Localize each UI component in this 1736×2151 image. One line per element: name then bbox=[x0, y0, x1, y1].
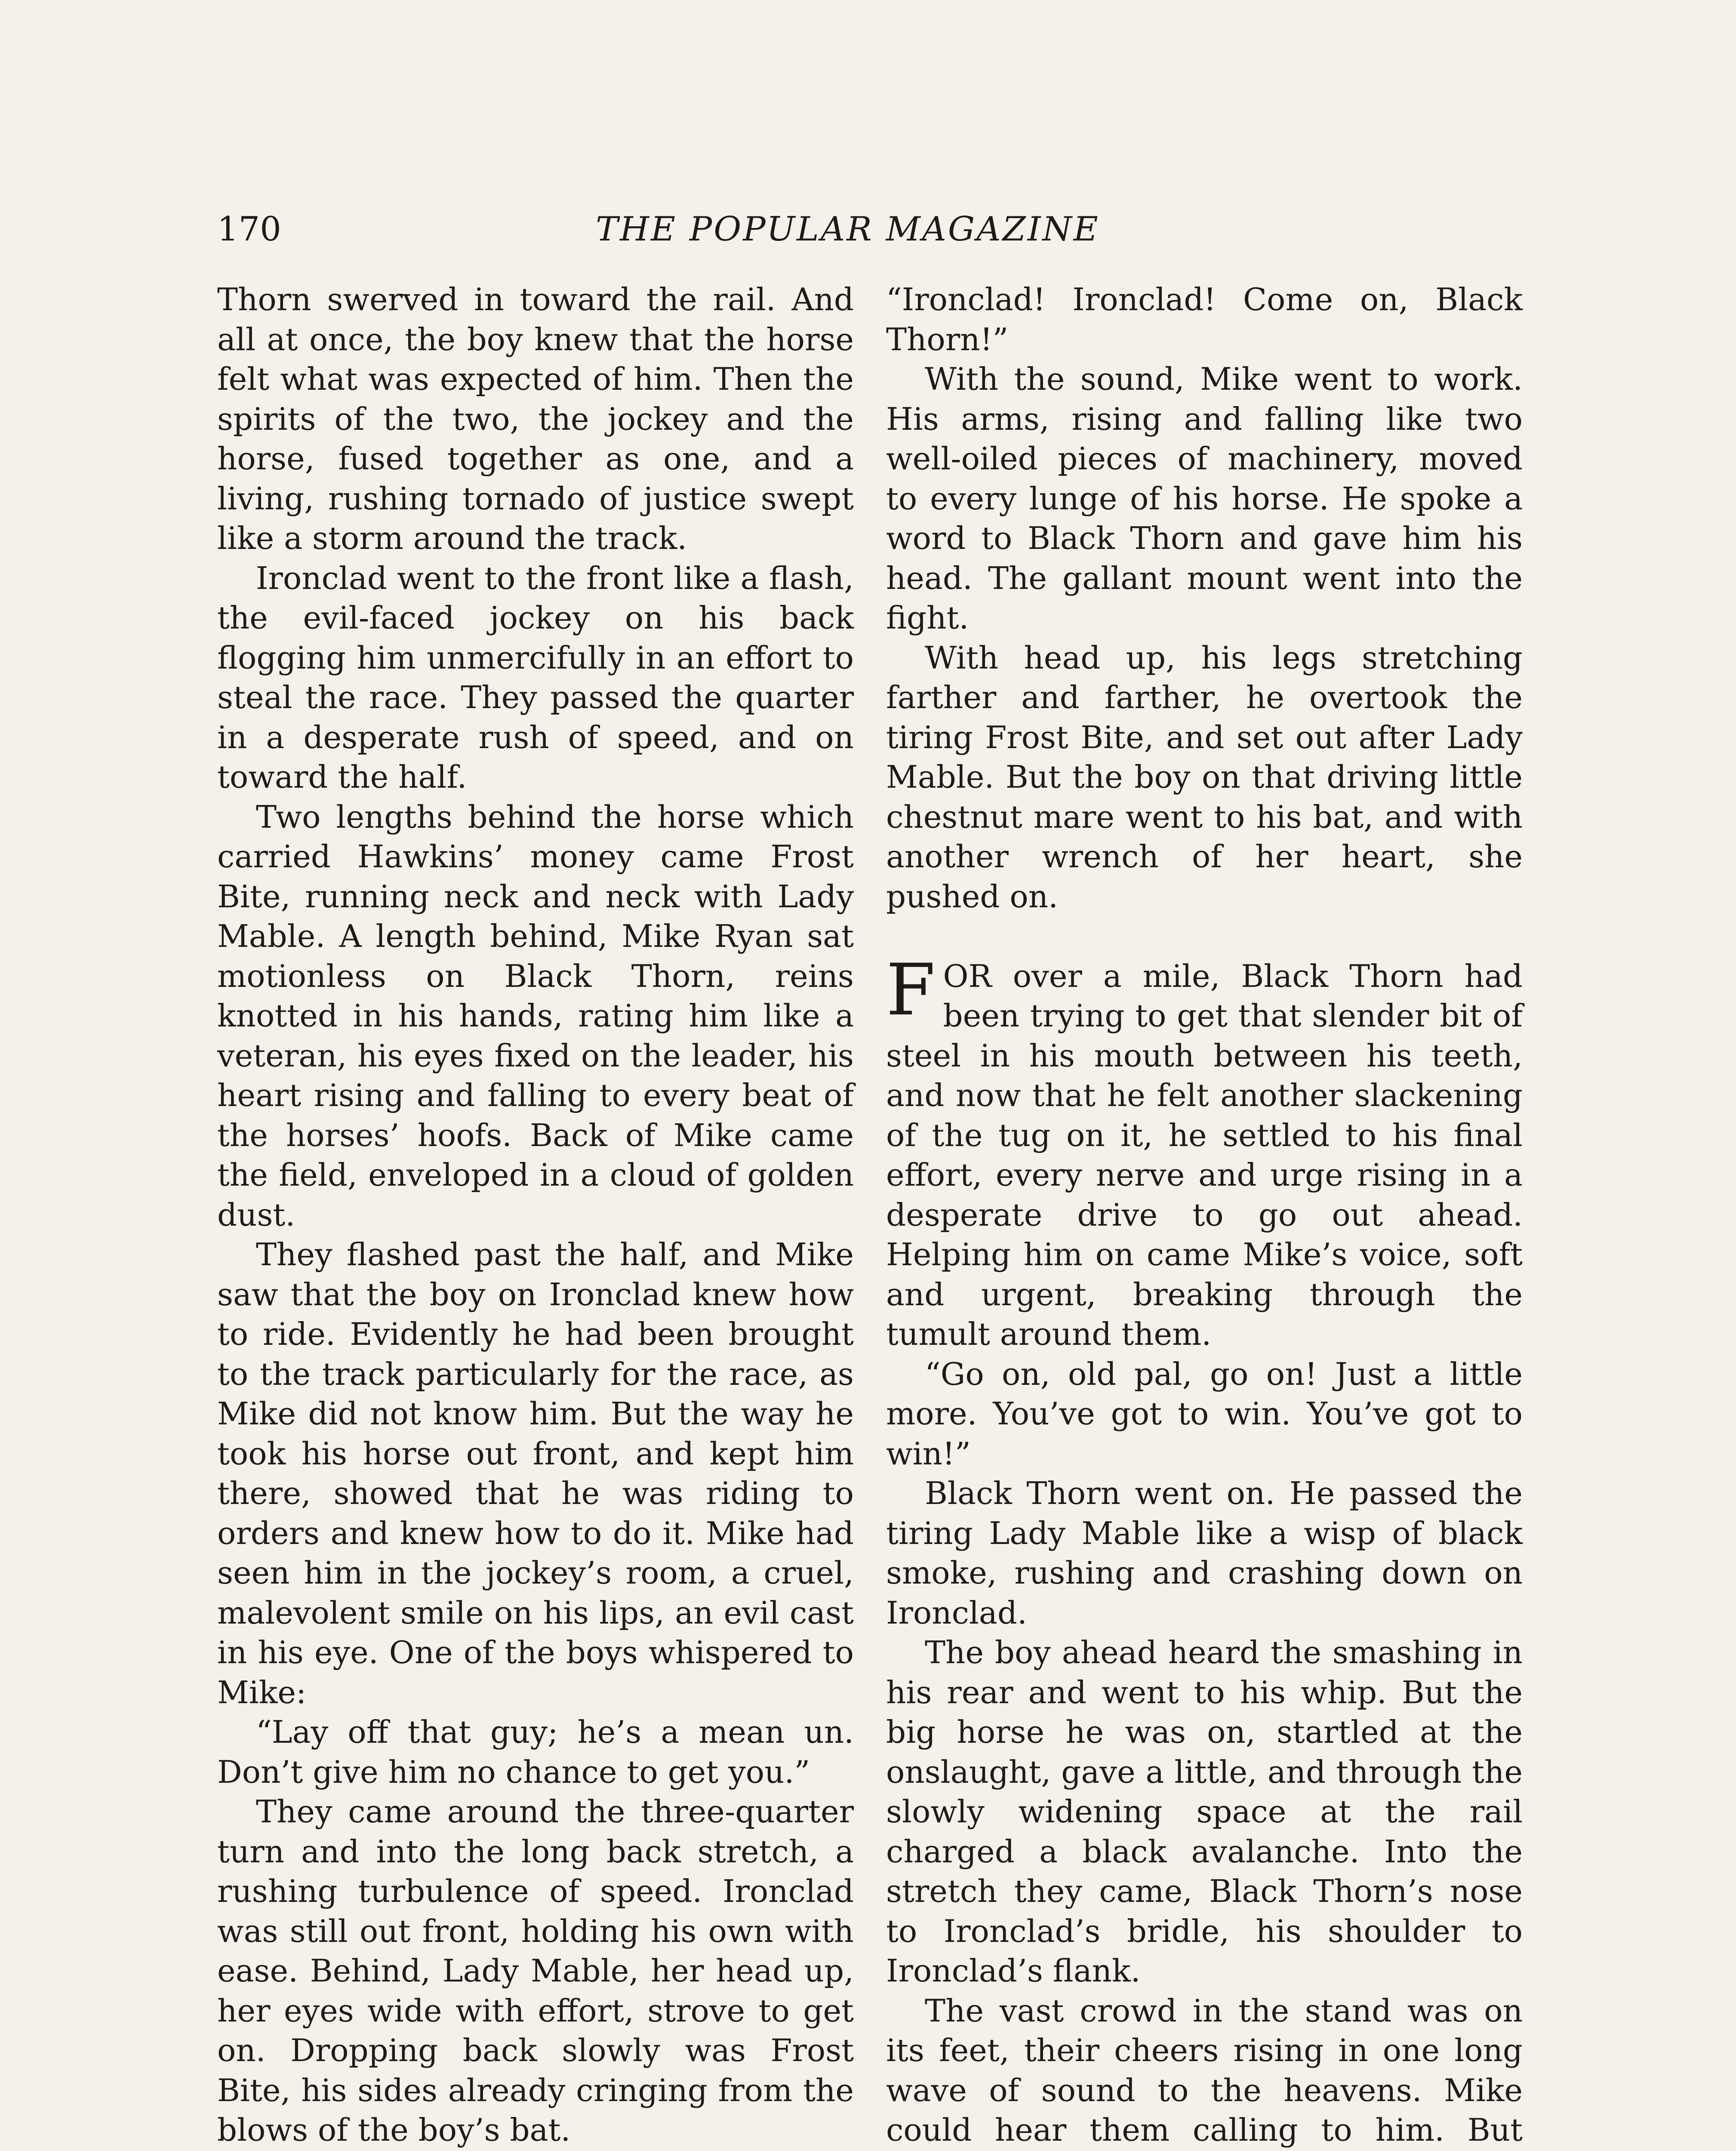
left-text-column bbox=[217, 280, 854, 2151]
paragraph: Ironclad went to the front like a flash, the evil-faced jockey on his back flogging him unmercifully in an effort to steal the race. They passed the quarter in a desperate rush of speed, and on toward the half. bbox=[217, 560, 854, 795]
paragraph: With head up, his legs stretching farther and farther, he overtook the tiring Frost Bite, and set out after Lady Mable. But the boy on that driving little chestnut mare went to his bat, and with another wrench of her heart, she pushed on. bbox=[886, 639, 1523, 915]
section-opening-paragraph bbox=[886, 948, 1523, 1354]
drop-cap-letter: F bbox=[886, 948, 936, 1031]
quotation-paragraph: “Lay off that guy; he’s a mean un. Don’t give him no chance to get you.” bbox=[217, 1714, 854, 1790]
paragraph: Thorn swerved in toward the rail. And all at once, the boy knew that the horse felt what was expected of him. Then the spirits of the two, the jockey and the horse, fused together as one, and a living, rushing tornado of justice swept like a storm around the track. bbox=[217, 281, 854, 556]
paragraph: The vast crowd in the stand was on its feet, their cheers rising in one long wave of sound to the heavens. Mike could hear them calling to him. But bbox=[886, 1992, 1523, 2148]
page-number: 170 bbox=[217, 210, 281, 249]
right-text-column bbox=[886, 280, 1523, 2151]
page-header bbox=[217, 201, 1125, 257]
paragraph: Two lengths behind the horse which carried Hawkins’ money came Frost Bite, running neck and neck with Lady Mable. A length behind, Mike Ryan sat motionless on Black Thorn, reins knotted in his hands, rating him like a veteran, his eyes fixed on the leader, his heart rising and falling to every beat of the horses’ hoofs. Back of Mike came the field, enveloped in a cloud of golden dust. bbox=[217, 798, 854, 1233]
paragraph: The boy ahead heard the smashing in his rear and went to his whip. But the big horse he was on, startled at the onslaught, gave a little, and through the slowly widening space at the rail charged a black avalanche. Into the stretch they came, Black Thorn’s nose to Ironclad’s bridle, his shoulder to Ironclad’s flank. bbox=[886, 1634, 1523, 1989]
paragraph: They came around the three-quarter turn and into the long back stretch, a rushing turbulence of speed. Ironclad was still out front, holding his own with ease. Behind, Lady Mable, her head up, her eyes wide with effort, strove to get on. Dropping back slowly was Frost Bite, his sides already cringing from the blows of the boy’s bat. bbox=[217, 1794, 854, 2148]
paragraph: Black Thorn went on. He passed the tiring Lady Mable like a wisp of black smoke, rushing and crashing down on Ironclad. bbox=[886, 1475, 1523, 1631]
paragraph: With the sound, Mike went to work. His arms, rising and falling like two well-oiled pieces of machinery, moved to every lunge of his horse. He spoke a word to Black Thorn and gave him his head. The gallant mount went into the fight. bbox=[886, 361, 1523, 636]
section-opening-text: OR over a mile, Black Thorn had been trying to get that slender bit of steel in his mouth between his teeth, and now that he felt another slackening of the tug on it, he settled to his final effort, every nerve and urge rising in a desperate drive to go out ahead. Helping him on came Mike’s voice, soft and urgent, breaking through the tumult around them. bbox=[886, 958, 1523, 1352]
quotation-paragraph: “Go on, old pal, go on! Just a little more. You’ve got to win. You’ve got to win!” bbox=[886, 1356, 1523, 1472]
quotation-paragraph: “Ironclad! Ironclad! Come on, Black Thorn!” bbox=[886, 281, 1523, 357]
paragraph: They flashed past the half, and Mike saw that the boy on Ironclad knew how to ride. Evidently he had been brought to the track particularly for the race, as Mike did not know him. But the way he took his horse out front, and kept him there, showed that he was riding to orders and knew how to do it. Mike had seen him in the jockey’s room, a cruel, malevolent smile on his lips, an evil cast in his eye. One of the boys whispered to Mike: bbox=[217, 1236, 854, 1710]
magazine-title: THE POPULAR MAGAZINE bbox=[596, 210, 1100, 249]
